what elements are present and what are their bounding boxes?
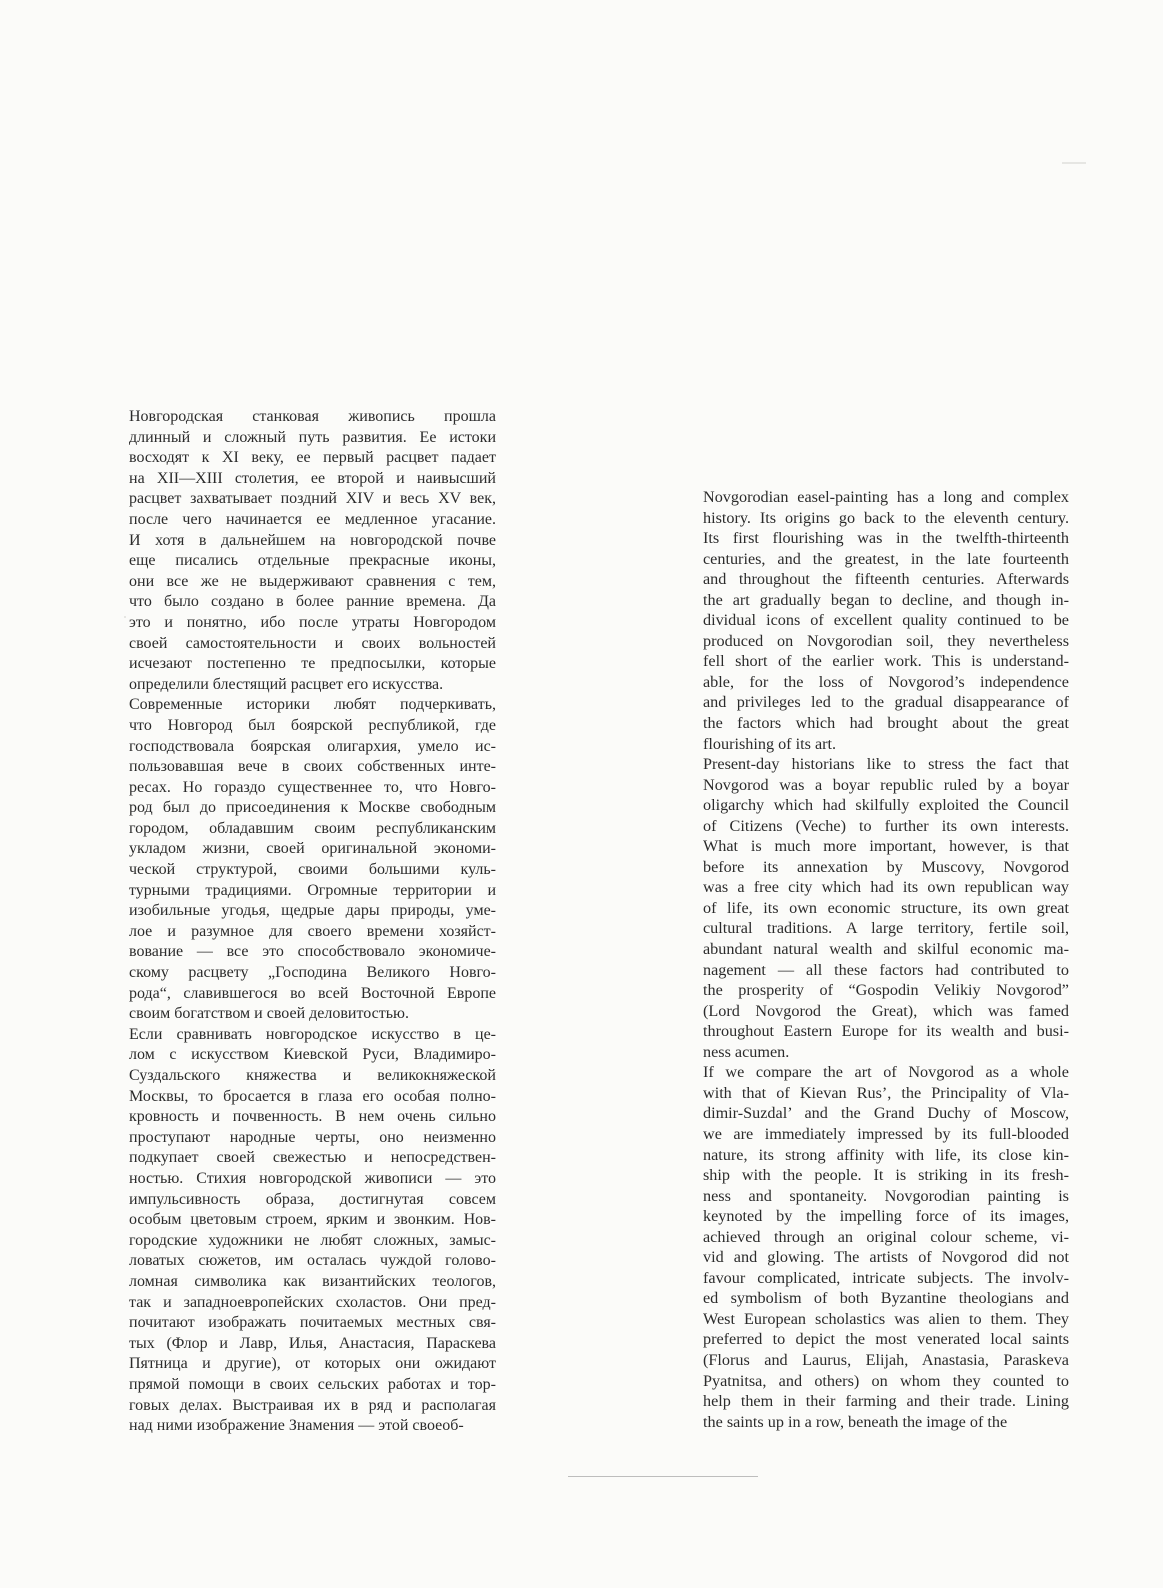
russian-text-line: определили блестящий расцвет его искусства.	[129, 675, 444, 693]
russian-text-line: тых (Флор и Лавр, Илья, Анастасия, Параскева	[129, 1334, 496, 1352]
russian-text-line: Суздальского княжества и великокняжеской	[129, 1067, 496, 1084]
russian-text-line: что было создано в более ранние времена. Да	[129, 593, 496, 611]
russian-text-line: ностью. Стихия новгородской живописи — это	[129, 1169, 496, 1187]
english-text-line: dimir-Suzdal’ and the Grand Duchy of Moscow,	[703, 1104, 1069, 1123]
russian-text-line: укладом жизни, своей оригинальной экономи-	[129, 840, 496, 858]
russian-paragraph	[129, 407, 496, 695]
english-text-line: abundant natural wealth and skilful economic ma-	[703, 940, 1069, 959]
russian-text-line: Современные историки любят подчеркивать,	[129, 696, 496, 714]
english-text-line: the factors which had brought about the great	[703, 714, 1069, 733]
english-text-line: was a free city which had its own republican way	[703, 878, 1069, 897]
russian-text-line: над ними изображение Знамения — этой своеоб-	[129, 1417, 464, 1435]
russian-text-line: так и западноевропейских схоластов. Они пред-	[129, 1293, 496, 1311]
english-text-line: the prosperity of “Gospodin Velikiy Novgorod”	[703, 981, 1069, 1000]
english-text-line: centuries, and the greatest, in the late fourteenth	[703, 549, 1069, 568]
english-text-line: fell short of the earlier work. This is understand-	[703, 652, 1069, 671]
english-text-line: and privileges led to the gradual disappearance of	[703, 693, 1069, 712]
russian-text-column	[129, 407, 496, 1437]
russian-text-line: ческой структурой, своими большими куль-	[129, 861, 496, 879]
english-text-line: favour complicated, intricate subjects. The involv-	[703, 1268, 1069, 1287]
english-text-line: and throughout the fifteenth centuries. Afterwards	[703, 570, 1069, 589]
english-text-line: history. Its origins go back to the eleventh century.	[703, 508, 1069, 527]
english-text-line: Novgorod was a boyar republic ruled by a boyar	[703, 775, 1069, 794]
english-text-line: West European scholastics was alien to them. They	[703, 1309, 1069, 1328]
russian-text-line: И хотя в дальнейшем на новгородской почве	[129, 531, 496, 549]
english-text-line: dividual icons of excellent quality continued to be	[703, 611, 1069, 630]
english-paragraph	[703, 1062, 1069, 1432]
russian-paragraph	[129, 1025, 496, 1437]
russian-text-line: импульсивность образа, достигнутая совсем	[129, 1190, 496, 1208]
russian-text-line: вование — все это способствовало экономиче-	[129, 943, 496, 961]
scan-mark	[1062, 162, 1086, 164]
english-text-line: achieved through an original colour scheme, vi-	[703, 1227, 1069, 1246]
english-text-line: ness acumen.	[703, 1042, 790, 1061]
english-text-line: before its annexation by Muscovy, Novgorod	[703, 857, 1069, 876]
english-text-line: cultural traditions. A large territory, fertile soil,	[703, 919, 1069, 938]
russian-text-line: после чего начинается ее медленное угасание.	[129, 510, 496, 528]
russian-text-line: это и понятно, ибо после утраты Новгородом	[129, 613, 496, 631]
russian-text-line: турными традициями. Огромные территории и	[129, 881, 496, 899]
russian-text-line: почитают изображать почитаемых местных свя-	[129, 1314, 496, 1332]
english-text-line: Novgorodian easel-painting has a long and complex	[703, 488, 1069, 506]
english-text-line: help them in their farming and their trade. Lining	[703, 1392, 1069, 1411]
english-text-column	[703, 487, 1069, 1432]
russian-paragraph	[129, 695, 496, 1025]
english-text-line: flourishing of its art.	[703, 734, 837, 753]
russian-text-line: Если сравнивать новгородское искусство в це-	[129, 1025, 496, 1043]
english-paragraph	[703, 487, 1069, 754]
english-text-line: preferred to depict the most venerated local saints	[703, 1330, 1069, 1349]
english-text-line: (Lord Novgorod the Great), which was famed	[703, 1001, 1069, 1020]
english-text-line: vid and glowing. The artists of Novgorod did not	[703, 1248, 1069, 1267]
russian-text-line: исчезают постепенно те предпосылки, которые	[129, 655, 496, 673]
russian-text-line: они все же не выдерживают сравнения с тем,	[129, 572, 496, 590]
russian-text-line: особым цветовым строем, ярким и звонким. Нов-	[129, 1211, 496, 1229]
english-text-line: nagement — all these factors had contributed to	[703, 960, 1069, 979]
russian-text-line: скому расцвету „Господина Великого Новго-	[129, 964, 496, 982]
english-text-line: Pyatnitsa, and others) on whom they counted to	[703, 1371, 1069, 1390]
russian-text-line: Новгородская станковая живопись прошла	[129, 408, 496, 425]
english-text-line: ship with the people. It is striking in its fresh-	[703, 1166, 1069, 1185]
english-text-line: throughout Eastern Europe for its wealth and busi-	[703, 1022, 1069, 1041]
english-text-line: nature, its strong affinity with life, its close kin-	[703, 1145, 1069, 1164]
russian-text-line: подкупает своей свежестью и непосредствен-	[129, 1149, 496, 1167]
english-paragraph	[703, 754, 1069, 1062]
russian-text-line: своим богатством и своей деловитостью.	[129, 1005, 410, 1023]
russian-text-line: восходят к XI веку, ее первый расцвет падает	[129, 449, 496, 467]
russian-text-line: расцвет захватывает поздний XIV и весь XV век,	[129, 490, 496, 508]
bottom-divider	[568, 1476, 758, 1477]
russian-text-line: городские художники не любят сложных, замыс-	[129, 1231, 496, 1249]
russian-text-line: пользовавшая вече в своих собственных инте-	[129, 758, 496, 776]
russian-text-line: ловатых сюжетов, им осталась чуждой головo-	[129, 1252, 496, 1270]
english-text-line: of Citizens (Veche) to further its own interests.	[703, 816, 1069, 835]
russian-text-line: Пятница и другие), от которых они ожидают	[129, 1355, 496, 1373]
english-text-line: ed symbolism of both Byzantine theologians and	[703, 1289, 1069, 1308]
english-text-line: ness and spontaneity. Novgorodian painting is	[703, 1186, 1069, 1205]
russian-text-line: городом, обладавшим своим республиканским	[129, 819, 496, 837]
russian-text-line: лое и разумное для своего времени хозяйст-	[129, 922, 496, 940]
russian-text-line: проступают народные черты, оно неизменно	[129, 1128, 496, 1146]
english-text-line: If we compare the art of Novgorod as a whole	[703, 1063, 1069, 1082]
english-text-line: produced on Novgorodian soil, they nevertheless	[703, 631, 1069, 650]
russian-text-line: ресах. Но гораздо существеннее то, что Новго-	[129, 778, 496, 796]
russian-text-line: Москвы, то бросается в глаза его особая полно-	[129, 1087, 496, 1105]
russian-text-line: господствовала боярская олигархия, умело ис-	[129, 737, 496, 755]
russian-text-line: говых делах. Выстраивая их в ряд и располагая	[129, 1396, 496, 1414]
russian-text-line: своей самостоятельности и своих вольностей	[129, 634, 496, 652]
english-text-line: the saints up in a row, beneath the image of the	[703, 1412, 1008, 1431]
english-text-line: oligarchy which had skilfully exploited the Council	[703, 796, 1069, 815]
english-text-line: Its first flourishing was in the twelfth-thirteenth	[703, 529, 1069, 548]
russian-text-line: на XII—XIII столетия, ее второй и наивысший	[129, 469, 496, 487]
russian-text-line: род был до присоединения к Москве свободным	[129, 799, 496, 817]
english-text-line: with that of Kievan Rus’, the Principality of Vla-	[703, 1083, 1069, 1102]
russian-text-line: рода“, славившегося во всей Восточной Европе	[129, 984, 496, 1002]
scan-mark	[124, 616, 126, 618]
russian-text-line: что Новгород был боярской республикой, где	[129, 716, 496, 734]
russian-text-line: кровность и почвенность. В нем очень сильно	[129, 1108, 496, 1126]
russian-text-line: еще писались отдельные прекрасные иконы,	[129, 552, 496, 570]
russian-text-line: изобильные угодья, щедрые дары природы, уме-	[129, 902, 496, 920]
russian-text-line: ломная символика как византийских теологов,	[129, 1272, 496, 1290]
english-text-line: we are immediately impressed by its full-blooded	[703, 1124, 1069, 1143]
english-text-line: the art gradually began to decline, and though in-	[703, 590, 1069, 609]
english-text-line: able, for the loss of Novgorod’s independence	[703, 672, 1069, 691]
russian-text-line: лом с искусством Киевской Руси, Владимиро-	[129, 1046, 496, 1064]
english-text-line: Present-day historians like to stress the fact that	[703, 755, 1069, 774]
english-text-line: (Florus and Laurus, Elijah, Anastasia, Paraskeva	[703, 1350, 1069, 1369]
english-text-line: What is much more important, however, is that	[703, 837, 1069, 856]
english-text-line: keynoted by the impelling force of its images,	[703, 1207, 1069, 1226]
english-text-line: of life, its own economic structure, its own great	[703, 898, 1069, 917]
russian-text-line: длинный и сложный путь развития. Ее истоки	[129, 428, 496, 446]
russian-text-line: прямой помощи в своих сельских работах и тор-	[129, 1375, 496, 1393]
